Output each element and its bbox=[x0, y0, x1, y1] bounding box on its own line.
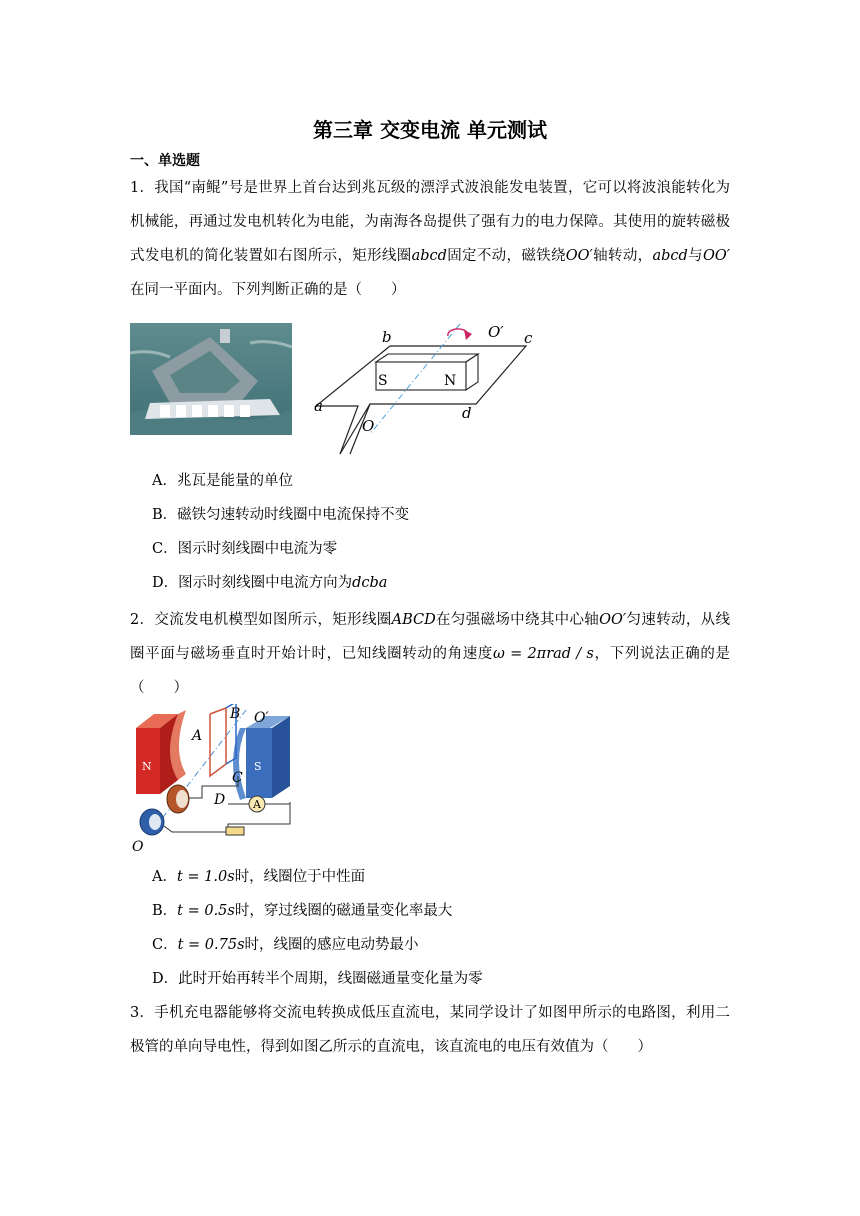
coil-label-b: B bbox=[230, 706, 241, 722]
label-a: a bbox=[314, 397, 323, 415]
q1-option-c[interactable]: C．图示时刻线圈中电流为零 bbox=[152, 541, 338, 557]
q1-option-b[interactable]: B．磁铁匀速转动时线圈中电流保持不变 bbox=[152, 507, 410, 523]
label-c: c bbox=[524, 329, 533, 347]
q2-option-b[interactable]: B．t = 0.5s时，穿过线圈的磁通量变化率最大 bbox=[152, 903, 453, 919]
label-o: O bbox=[362, 417, 375, 435]
axis-label-o-prime: O′ bbox=[254, 710, 269, 726]
coil-label-a: A bbox=[192, 728, 203, 744]
q1-option-a[interactable]: A．兆瓦是能量的单位 bbox=[152, 473, 293, 489]
q2-option-d[interactable]: D．此时开始再转半个周期，线圈磁通量变化量为零 bbox=[152, 971, 483, 987]
magnet-s-label: S bbox=[254, 760, 262, 773]
label-d: d bbox=[462, 404, 472, 422]
q1-option-d[interactable]: D．图示时刻线圈中电流方向为dcba bbox=[152, 575, 388, 591]
label-n-pole: N bbox=[444, 373, 457, 389]
coil-label-c: C bbox=[232, 770, 243, 786]
page-title: 第三章 交变电流 单元测试 bbox=[313, 118, 547, 142]
label-o-prime: O′ bbox=[488, 323, 504, 341]
question-3-stem: 3．手机充电器能够将交流电转换成低压直流电，某同学设计了如图甲所示的电路图，利用二极管的单向导电性，得到如图乙所示的直流电，该直流电的电压有效值为（ ） bbox=[130, 1005, 730, 1055]
rotating-magnet-diagram bbox=[310, 314, 550, 460]
coil-label-d: D bbox=[214, 792, 226, 808]
axis-label-o: O bbox=[132, 839, 144, 855]
section-heading: 一、单选题 bbox=[130, 153, 200, 169]
question-2-stem: 2．交流发电机模型如图所示，矩形线圈ABCD在匀强磁场中绕其中心轴OO′匀速转动，从线圈平面与磁场垂直时开始计时，已知线圈转动的角速度ω = 2πrad / s，下列说法正确的是（ ） bbox=[130, 612, 731, 696]
q2-option-c[interactable]: C．t = 0.75s时，线圈的感应电动势最小 bbox=[152, 937, 419, 953]
wave-device-photo bbox=[130, 323, 292, 435]
q2-option-a[interactable]: A．t = 1.0s时，线圈位于中性面 bbox=[152, 869, 366, 885]
ac-generator-diagram bbox=[128, 704, 298, 856]
label-b: b bbox=[382, 328, 392, 346]
label-s-pole: S bbox=[378, 373, 388, 389]
question-1-stem: 1．我国“南鲲”号是世界上首台达到兆瓦级的漂浮式波浪能发电装置，它可以将波浪能转化为机械能，再通过发电机转化为电能，为南海各岛提供了强有力的电力保障。其使用的旋转磁极式发电机的简化装置如右图所示，矩形线圈abcd固定不动，磁铁绕OO′轴转动，abcd与OO′在同一平面内。下列判断正确的是（ ） bbox=[130, 180, 731, 298]
ammeter-label: A bbox=[253, 798, 261, 811]
magnet-n-label: N bbox=[142, 760, 152, 773]
